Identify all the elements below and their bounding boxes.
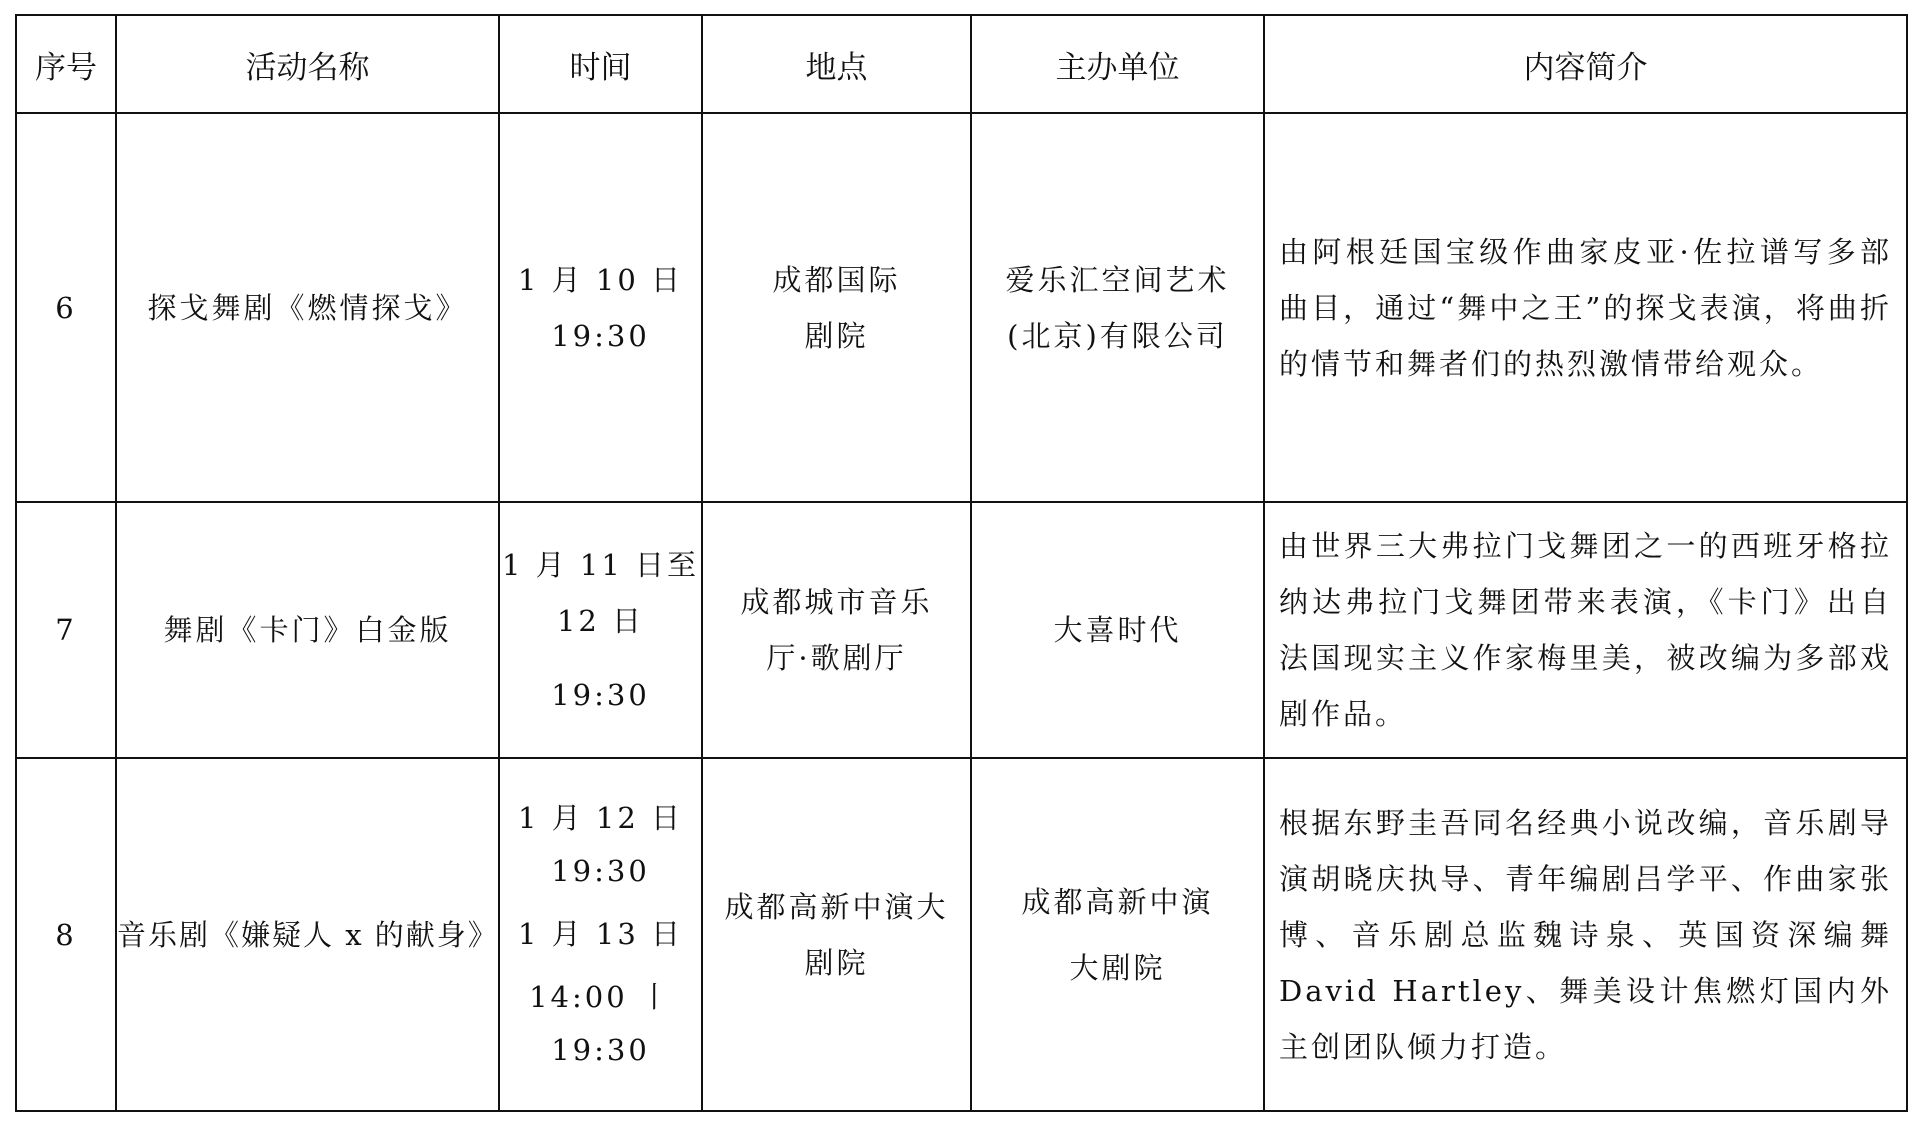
time-line: 1 月 13 日	[517, 917, 683, 951]
row-time	[499, 502, 702, 758]
time-line: 19:30	[551, 678, 650, 712]
venue-line: 成都国际	[772, 262, 901, 297]
organizer-line: 大喜时代	[1053, 613, 1182, 647]
row-no: 6	[16, 113, 116, 502]
row-name: 音乐剧《嫌疑人 x 的献身》	[116, 758, 499, 1111]
header-time: 时间	[499, 15, 702, 113]
venue-line: 成都城市音乐	[740, 585, 933, 619]
organizer-line: 爱乐汇空间艺术	[1005, 262, 1230, 297]
row-summary: 由阿根廷国宝级作曲家皮亚·佐拉谱写多部曲目，通过“舞中之王”的探戈表演，将曲折的情节和舞者们的热烈激情带给观众。	[1264, 113, 1907, 502]
venue-line: 剧院	[804, 945, 869, 980]
row-summary: 由世界三大弗拉门戈舞团之一的西班牙格拉纳达弗拉门戈舞团带来表演，《卡门》出自法国现实主义作家梅里美，被改编为多部戏剧作品。	[1264, 502, 1907, 758]
header-venue: 地点	[702, 15, 971, 113]
venue-line: 成都高新中演大	[724, 889, 949, 924]
time-line: 1 月 10 日	[517, 262, 683, 297]
time-line: 1 月 11 日至	[501, 548, 699, 582]
header-no: 序号	[16, 15, 116, 113]
table-row	[16, 758, 1907, 1111]
venue-line: 厅·歌剧厅	[766, 641, 907, 675]
header-organizer: 主办单位	[971, 15, 1264, 113]
row-venue	[702, 113, 971, 502]
time-line: 19:30	[551, 1033, 650, 1067]
organizer-line: 大剧院	[1069, 950, 1166, 985]
time-line: 1 月 12 日	[517, 801, 683, 835]
row-name: 舞剧《卡门》白金版	[116, 502, 499, 758]
venue-line: 剧院	[804, 318, 869, 353]
time-line: 19:30	[551, 854, 650, 888]
table-row	[16, 113, 1907, 502]
time-line: 19:30	[551, 318, 650, 353]
time-line: 12 日	[556, 604, 645, 638]
row-summary: 根据东野圭吾同名经典小说改编，音乐剧导演胡晓庆执导、青年编剧吕学平、作曲家张博、音乐剧总监魏诗泉、英国资深编舞 David Hartley、舞美设计焦燃灯国内外主创团队倾力打造。	[1264, 758, 1907, 1111]
row-venue	[702, 758, 971, 1111]
header-summary: 内容简介	[1264, 15, 1907, 113]
row-time	[499, 758, 702, 1111]
activity-table	[15, 14, 1908, 1112]
table-row	[16, 502, 1907, 758]
organizer-line: (北京)有限公司	[1007, 318, 1228, 353]
organizer-line: 成都高新中演	[1021, 884, 1214, 919]
row-name: 探戈舞剧《燃情探戈》	[116, 113, 499, 502]
row-time	[499, 113, 702, 502]
row-venue	[702, 502, 971, 758]
row-organizer	[971, 758, 1264, 1111]
header-name: 活动名称	[116, 15, 499, 113]
header-row	[16, 15, 1907, 113]
row-no: 8	[16, 758, 116, 1111]
row-no: 7	[16, 502, 116, 758]
time-line: 14:00 丨	[529, 980, 672, 1014]
row-organizer	[971, 502, 1264, 758]
row-organizer	[971, 113, 1264, 502]
